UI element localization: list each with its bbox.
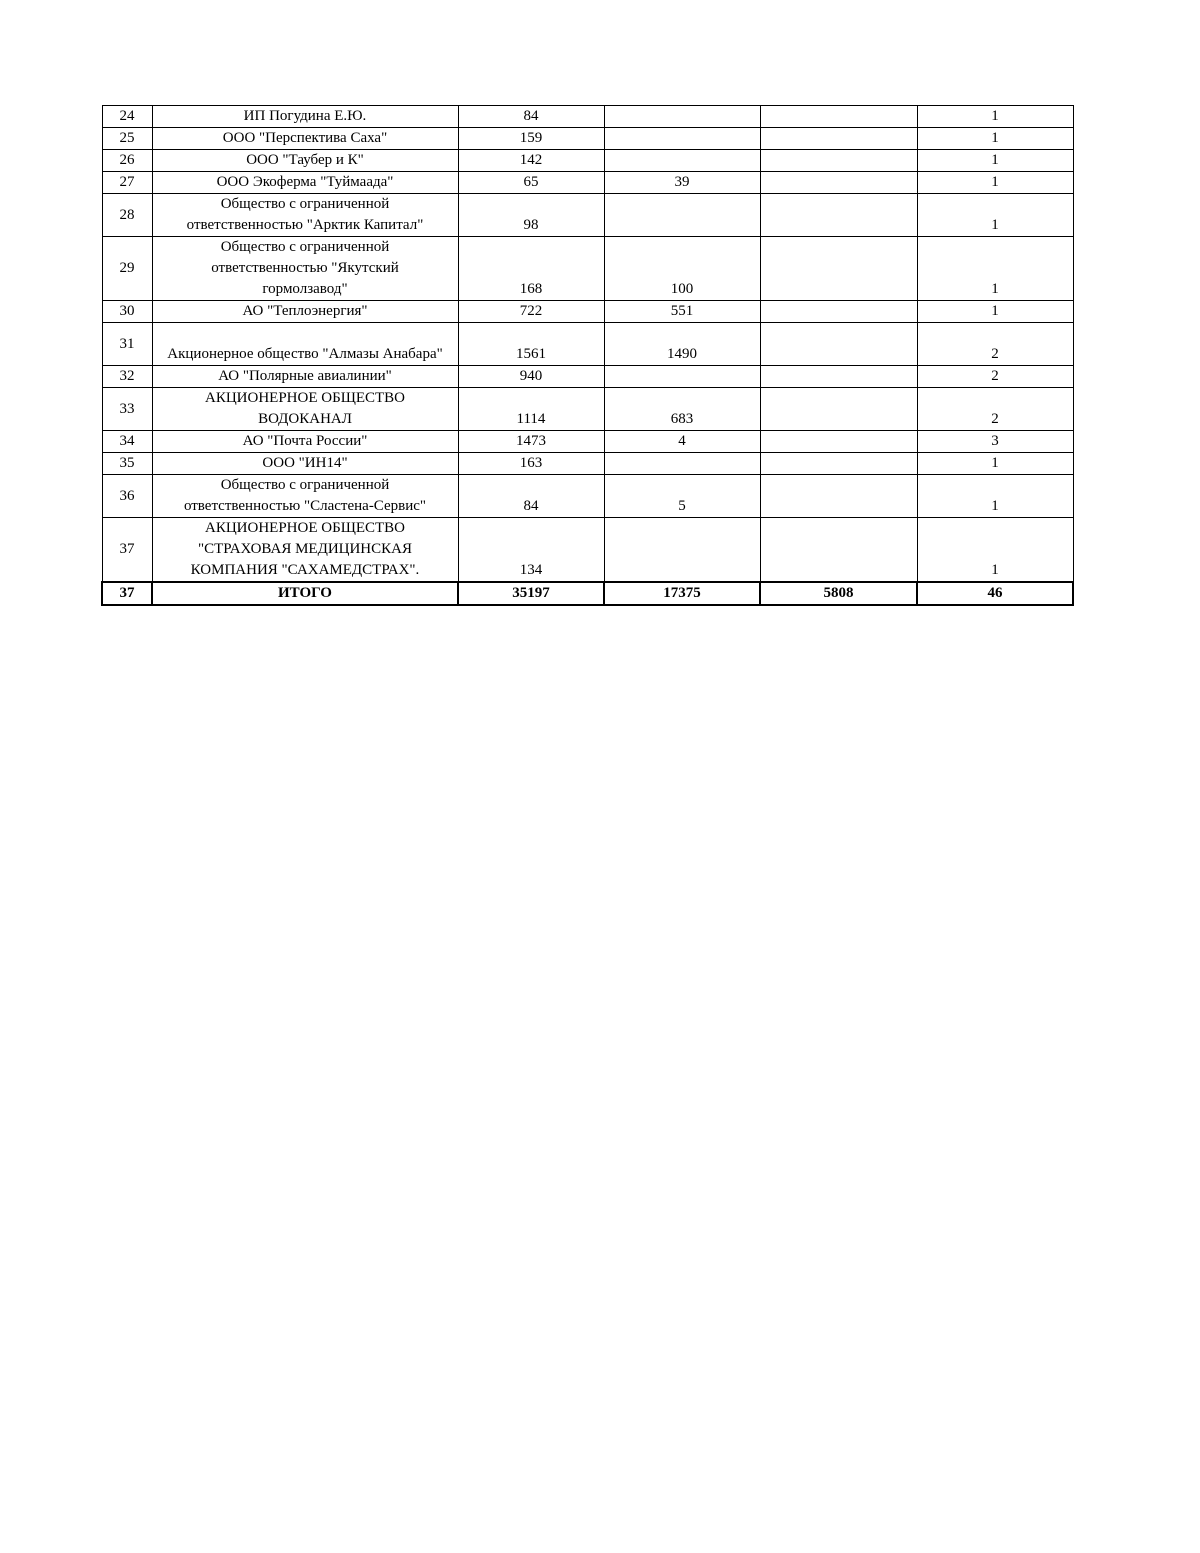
table-row — [102, 194, 1073, 237]
table-row — [102, 366, 1073, 388]
organization-name: АКЦИОНЕРНОЕ ОБЩЕСТВО "СТРАХОВАЯ МЕДИЦИНСКАЯ КОМПАНИЯ "САХАМЕДСТРАХ". — [152, 518, 458, 583]
total-col2: 17375 — [604, 582, 760, 605]
col4-value: 1 — [917, 194, 1073, 237]
col3-value — [760, 388, 917, 431]
table-row — [102, 150, 1073, 172]
col1-value: 1561 — [458, 323, 604, 366]
organization-name: АКЦИОНЕРНОЕ ОБЩЕСТВО ВОДОКАНАЛ — [152, 388, 458, 431]
table-row — [102, 237, 1073, 301]
col1-value: 940 — [458, 366, 604, 388]
row-number: 36 — [102, 475, 152, 518]
col2-value — [604, 128, 760, 150]
row-number: 24 — [102, 106, 152, 128]
table-row — [102, 475, 1073, 518]
col2-value: 39 — [604, 172, 760, 194]
col3-value — [760, 431, 917, 453]
col1-value: 134 — [458, 518, 604, 583]
table-row — [102, 431, 1073, 453]
col1-value: 84 — [458, 106, 604, 128]
col2-value — [604, 106, 760, 128]
col3-value — [760, 366, 917, 388]
table-row — [102, 388, 1073, 431]
table-row — [102, 453, 1073, 475]
col1-value: 1114 — [458, 388, 604, 431]
organization-name: ООО Экоферма "Туймаада" — [152, 172, 458, 194]
organization-name: Общество с ограниченной ответственностью "Арктик Капитал" — [152, 194, 458, 237]
data-table — [101, 105, 1074, 606]
table-row — [102, 172, 1073, 194]
row-number: 33 — [102, 388, 152, 431]
col2-value: 4 — [604, 431, 760, 453]
table-row — [102, 106, 1073, 128]
col4-value: 1 — [917, 106, 1073, 128]
col2-value — [604, 518, 760, 583]
col3-value — [760, 323, 917, 366]
total-row-label: ИТОГО — [152, 582, 458, 605]
col4-value: 1 — [917, 475, 1073, 518]
col4-value: 1 — [917, 518, 1073, 583]
organization-name: Акционерное общество "Алмазы Анабара" — [152, 323, 458, 366]
col4-value: 1 — [917, 301, 1073, 323]
row-number: 25 — [102, 128, 152, 150]
row-number: 35 — [102, 453, 152, 475]
col1-value: 65 — [458, 172, 604, 194]
col2-value: 683 — [604, 388, 760, 431]
col2-value: 1490 — [604, 323, 760, 366]
row-number: 29 — [102, 237, 152, 301]
total-col4: 46 — [917, 582, 1073, 605]
row-number: 26 — [102, 150, 152, 172]
col3-value — [760, 237, 917, 301]
col4-value: 1 — [917, 237, 1073, 301]
col1-value: 84 — [458, 475, 604, 518]
col1-value: 98 — [458, 194, 604, 237]
row-number: 28 — [102, 194, 152, 237]
col4-value: 1 — [917, 172, 1073, 194]
col1-value: 163 — [458, 453, 604, 475]
col2-value — [604, 150, 760, 172]
col4-value: 2 — [917, 323, 1073, 366]
col4-value: 1 — [917, 150, 1073, 172]
organization-name: ИП Погудина Е.Ю. — [152, 106, 458, 128]
col3-value — [760, 150, 917, 172]
row-number: 31 — [102, 323, 152, 366]
organization-name: АО "Почта России" — [152, 431, 458, 453]
total-col3: 5808 — [760, 582, 917, 605]
table-row — [102, 518, 1073, 583]
row-number: 37 — [102, 518, 152, 583]
col2-value — [604, 453, 760, 475]
organization-name: Общество с ограниченной ответственностью "Якутский гормолзавод" — [152, 237, 458, 301]
col1-value: 142 — [458, 150, 604, 172]
col4-value: 2 — [917, 366, 1073, 388]
col1-value: 1473 — [458, 431, 604, 453]
col3-value — [760, 194, 917, 237]
table-row — [102, 301, 1073, 323]
col3-value — [760, 475, 917, 518]
table-row — [102, 323, 1073, 366]
organization-name: Общество с ограниченной ответственностью "Сластена-Сервис" — [152, 475, 458, 518]
row-number: 30 — [102, 301, 152, 323]
col2-value: 551 — [604, 301, 760, 323]
organization-name: ООО "Таубер и К" — [152, 150, 458, 172]
col2-value: 100 — [604, 237, 760, 301]
organization-name: АО "Полярные авиалинии" — [152, 366, 458, 388]
col2-value — [604, 194, 760, 237]
organization-name: ООО "ИН14" — [152, 453, 458, 475]
col3-value — [760, 453, 917, 475]
col4-value: 1 — [917, 128, 1073, 150]
col4-value: 1 — [917, 453, 1073, 475]
row-number: 27 — [102, 172, 152, 194]
col1-value: 159 — [458, 128, 604, 150]
col3-value — [760, 128, 917, 150]
col2-value: 5 — [604, 475, 760, 518]
total-row — [102, 582, 1073, 605]
col3-value — [760, 172, 917, 194]
table-body — [102, 106, 1073, 583]
col3-value — [760, 518, 917, 583]
col2-value — [604, 366, 760, 388]
row-number: 32 — [102, 366, 152, 388]
col4-value: 3 — [917, 431, 1073, 453]
col1-value: 722 — [458, 301, 604, 323]
col1-value: 168 — [458, 237, 604, 301]
row-number: 34 — [102, 431, 152, 453]
col3-value — [760, 106, 917, 128]
total-row-number: 37 — [102, 582, 152, 605]
col3-value — [760, 301, 917, 323]
col4-value: 2 — [917, 388, 1073, 431]
organization-name: АО "Теплоэнергия" — [152, 301, 458, 323]
table-row — [102, 128, 1073, 150]
total-col1: 35197 — [458, 582, 604, 605]
organization-name: ООО "Перспектива Саха" — [152, 128, 458, 150]
